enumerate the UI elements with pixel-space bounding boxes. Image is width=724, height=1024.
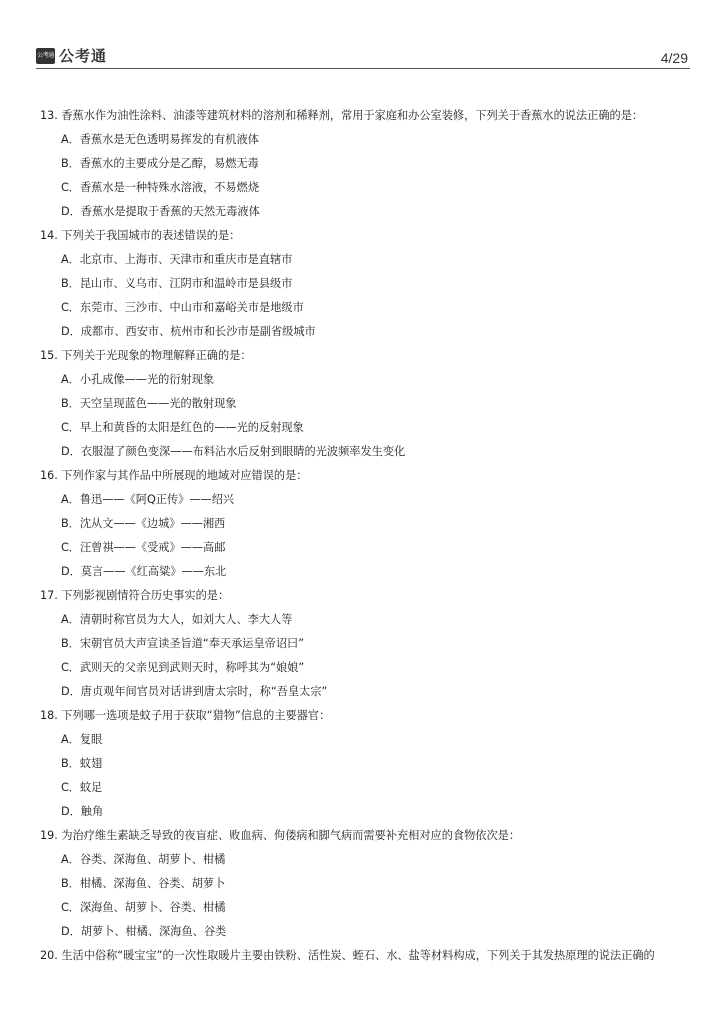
- answer-option: B．蚊翅: [61, 757, 103, 770]
- question-item: [40, 704, 690, 824]
- question-stem: 17. 下列影视剧情符合历史事实的是：: [40, 589, 230, 602]
- answer-option: D．成都市、西安市、杭州市和长沙市是副省级城市: [61, 325, 316, 338]
- answer-option: C．东莞市、三沙市、中山市和嘉峪关市是地级市: [61, 301, 304, 314]
- answer-option: B．宋朝官员大声宣读圣旨道“奉天承运皇帝诏曰”: [61, 637, 305, 650]
- answer-option: B．昆山市、义乌市、江阴市和温岭市是县级市: [61, 277, 293, 290]
- answer-option: D．胡萝卜、柑橘、深海鱼、谷类: [61, 925, 227, 938]
- answer-option: B．天空呈现蓝色——光的散射现象: [61, 397, 237, 410]
- question-item: [40, 224, 690, 344]
- logo-icon: 公考通: [36, 48, 55, 64]
- page-number: 4/29: [660, 50, 688, 66]
- answer-option: B．柑橘、深海鱼、谷类、胡萝卜: [61, 877, 226, 890]
- answer-option: C．蚊足: [61, 781, 103, 794]
- answer-option: B．沈从文——《边城》——湘西: [61, 517, 226, 530]
- answer-option: A．谷类、深海鱼、胡萝卜、柑橘: [61, 853, 226, 866]
- answer-option: D．触角: [61, 805, 104, 818]
- answer-option: D．香蕉水是提取于香蕉的天然无毒液体: [61, 205, 260, 218]
- question-item: [40, 824, 690, 944]
- answer-option: C．汪曾祺——《受戒》——高邮: [61, 541, 226, 554]
- question-list: [40, 104, 690, 968]
- answer-option: C．早上和黄昏的太阳是红色的——光的反射现象: [61, 421, 304, 434]
- answer-option: A．复眼: [61, 733, 103, 746]
- answer-option: B．香蕉水的主要成分是乙醇，易燃无毒: [61, 157, 259, 170]
- question-item: [40, 584, 690, 704]
- answer-option: C．武则天的父亲见到武则天时，称呼其为“娘娘”: [61, 661, 305, 674]
- question-stem: 19. 为治疗维生素缺乏导致的夜盲症、败血病、佝偻病和脚气病而需要补充相对应的食物依次是：: [40, 829, 521, 842]
- answer-option: D．衣服湿了颜色变深——布料沾水后反射到眼睛的光波频率发生变化: [61, 445, 406, 458]
- answer-option: A．鲁迅——《阿Q正传》——绍兴: [61, 493, 235, 506]
- header-divider: [36, 68, 690, 69]
- question-item: [40, 344, 690, 464]
- answer-option: D．莫言——《红高粱》——东北: [61, 565, 227, 578]
- answer-option: D．唐贞观年间官员对话讲到唐太宗时，称“吾皇太宗”: [61, 685, 328, 698]
- question-item: [40, 104, 690, 224]
- question-stem: 14. 下列关于我国城市的表述错误的是：: [40, 229, 241, 242]
- question-item: [40, 464, 690, 584]
- logo-text: 公考通: [59, 47, 108, 65]
- page-header: [36, 44, 690, 70]
- answer-option: A．清朝时称官员为大人，如刘大人、李大人等: [61, 613, 293, 626]
- answer-option: C．香蕉水是一种特殊水溶液，不易燃烧: [61, 181, 260, 194]
- question-stem: 20. 生活中俗称“暖宝宝”的一次性取暖片主要由铁粉、活性炭、蛭石、水、盐等材料构成，下列关于其发热原理的说法正确的: [40, 949, 655, 962]
- question-item: [40, 944, 690, 968]
- answer-option: A．香蕉水是无色透明易挥发的有机液体: [61, 133, 259, 146]
- answer-option: A．北京市、上海市、天津市和重庆市是直辖市: [61, 253, 293, 266]
- question-stem: 13. 香蕉水作为油性涂料、油漆等建筑材料的溶剂和稀释剂，常用于家庭和办公室装修，下列关于香蕉水的说法正确的是：: [40, 109, 644, 122]
- answer-option: A．小孔成像——光的衍射现象: [61, 373, 215, 386]
- question-stem: 16. 下列作家与其作品中所展现的地域对应错误的是：: [40, 469, 308, 482]
- question-stem: 15. 下列关于光现象的物理解释正确的是：: [40, 349, 252, 362]
- question-stem: 18. 下列哪一选项是蚊子用于获取“猎物”信息的主要器官：: [40, 709, 331, 722]
- answer-option: C．深海鱼、胡萝卜、谷类、柑橘: [61, 901, 226, 914]
